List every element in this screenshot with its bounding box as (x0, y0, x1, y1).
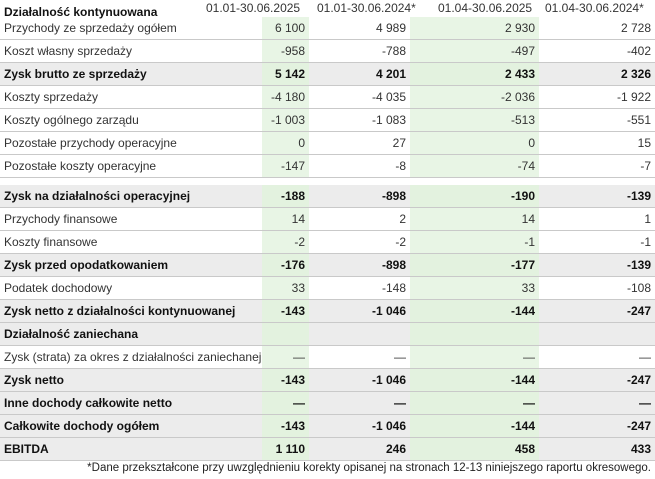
table-row (0, 17, 655, 40)
cell-value (262, 323, 309, 346)
cell-value: 2 728 (539, 17, 655, 40)
financial-table (0, 17, 655, 461)
cell-value: -7 (539, 155, 655, 178)
cell-value: -1 003 (262, 109, 309, 132)
cell-value: — (262, 392, 309, 415)
cell-value: -144 (410, 415, 539, 438)
row-label: Przychody ze sprzedaży ogółem (0, 17, 262, 40)
table-row (0, 323, 655, 346)
table-row (0, 438, 655, 461)
cell-value: 14 (262, 208, 309, 231)
cell-value: 2 930 (410, 17, 539, 40)
cell-value: 2 (309, 208, 410, 231)
table-row (0, 185, 655, 208)
cell-value: -139 (539, 185, 655, 208)
cell-value: 1 (539, 208, 655, 231)
cell-value: 33 (262, 277, 309, 300)
cell-value: 33 (410, 277, 539, 300)
cell-value: -1 (410, 231, 539, 254)
cell-value: -188 (262, 185, 309, 208)
column-header-q2-2025: 01.04-30.06.2025 (438, 1, 533, 15)
cell-value (309, 323, 410, 346)
spacer-cell (410, 178, 539, 186)
cell-value: -788 (309, 40, 410, 63)
cell-value: -4 035 (309, 86, 410, 109)
table-row (0, 277, 655, 300)
cell-value: -958 (262, 40, 309, 63)
table-row (0, 346, 655, 369)
row-label: Koszt własny sprzedaży (0, 40, 262, 63)
cell-value: — (309, 392, 410, 415)
cell-value: -497 (410, 40, 539, 63)
cell-value: -148 (309, 277, 410, 300)
cell-value: -898 (309, 254, 410, 277)
cell-value: 4 989 (309, 17, 410, 40)
cell-value: -4 180 (262, 86, 309, 109)
row-label: Inne dochody całkowite netto (0, 392, 262, 415)
table-row (0, 415, 655, 438)
cell-value: -176 (262, 254, 309, 277)
cell-value: — (539, 346, 655, 369)
cell-value: -402 (539, 40, 655, 63)
table-row (0, 392, 655, 415)
cell-value: 15 (539, 132, 655, 155)
column-header-q2-2024: 01.04-30.06.2024* (545, 1, 644, 15)
cell-value: -190 (410, 185, 539, 208)
cell-value: -139 (539, 254, 655, 277)
cell-value: 0 (410, 132, 539, 155)
table-row (0, 63, 655, 86)
cell-value: 458 (410, 438, 539, 461)
cell-value: -143 (262, 300, 309, 323)
cell-value: -898 (309, 185, 410, 208)
cell-value: -8 (309, 155, 410, 178)
section-title: Działalność kontynuowana (4, 5, 158, 19)
spacer-cell (539, 178, 655, 186)
column-header-h1-2024: 01.01-30.06.2024* (317, 1, 416, 15)
cell-value: -1 (539, 231, 655, 254)
cell-value: 6 100 (262, 17, 309, 40)
cell-value: -147 (262, 155, 309, 178)
cell-value: -2 036 (410, 86, 539, 109)
table-row (0, 40, 655, 63)
row-label: Koszty sprzedaży (0, 86, 262, 109)
row-label: Działalność zaniechana (0, 323, 262, 346)
row-label: Koszty ogólnego zarządu (0, 109, 262, 132)
cell-value: -108 (539, 277, 655, 300)
cell-value: 2 433 (410, 63, 539, 86)
cell-value (539, 323, 655, 346)
cell-value: — (309, 346, 410, 369)
table-row (0, 208, 655, 231)
row-label: EBITDA (0, 438, 262, 461)
cell-value: 1 110 (262, 438, 309, 461)
cell-value: -247 (539, 369, 655, 392)
cell-value: 246 (309, 438, 410, 461)
cell-value (410, 323, 539, 346)
cell-value: -143 (262, 369, 309, 392)
cell-value: 27 (309, 132, 410, 155)
cell-value: — (410, 346, 539, 369)
cell-value: 0 (262, 132, 309, 155)
row-label: Pozostałe przychody operacyjne (0, 132, 262, 155)
cell-value: 433 (539, 438, 655, 461)
cell-value: — (262, 346, 309, 369)
table-row (0, 231, 655, 254)
table-row (0, 300, 655, 323)
row-label: Całkowite dochody ogółem (0, 415, 262, 438)
cell-value: -2 (309, 231, 410, 254)
cell-value: -1 046 (309, 415, 410, 438)
cell-value: -74 (410, 155, 539, 178)
cell-value: 2 326 (539, 63, 655, 86)
cell-value: -144 (410, 369, 539, 392)
cell-value: -1 083 (309, 109, 410, 132)
spacer-cell (0, 178, 262, 186)
row-label: Zysk na działalności operacyjnej (0, 185, 262, 208)
table-row (0, 132, 655, 155)
cell-value: 14 (410, 208, 539, 231)
spacer-cell (262, 178, 309, 186)
cell-value: -177 (410, 254, 539, 277)
row-label: Podatek dochodowy (0, 277, 262, 300)
cell-value: — (539, 392, 655, 415)
table-header (0, 0, 655, 18)
cell-value: -1 046 (309, 369, 410, 392)
table-row (0, 369, 655, 392)
cell-value: -1 922 (539, 86, 655, 109)
row-label: Koszty finansowe (0, 231, 262, 254)
row-label: Pozostałe koszty operacyjne (0, 155, 262, 178)
table-row (0, 109, 655, 132)
row-label: Zysk przed opodatkowaniem (0, 254, 262, 277)
row-label: Zysk netto z działalności kontynuowanej (0, 300, 262, 323)
cell-value: -551 (539, 109, 655, 132)
cell-value: — (410, 392, 539, 415)
cell-value: -144 (410, 300, 539, 323)
table-row (0, 254, 655, 277)
table-row (0, 86, 655, 109)
row-spacer (0, 178, 655, 186)
table-row (0, 155, 655, 178)
cell-value: 4 201 (309, 63, 410, 86)
row-label: Przychody finansowe (0, 208, 262, 231)
cell-value: -247 (539, 300, 655, 323)
cell-value: -1 046 (309, 300, 410, 323)
footnote: *Dane przekształcone przy uwzględnieniu korekty opisanej na stronach 12-13 niniejszego raportu okresowego. (87, 462, 651, 474)
row-label: Zysk brutto ze sprzedaży (0, 63, 262, 86)
row-label: Zysk (strata) za okres z działalności zaniechanej (0, 346, 262, 369)
cell-value: -2 (262, 231, 309, 254)
spacer-cell (309, 178, 410, 186)
column-header-h1-2025: 01.01-30.06.2025 (206, 1, 301, 15)
cell-value: -513 (410, 109, 539, 132)
cell-value: -247 (539, 415, 655, 438)
cell-value: 5 142 (262, 63, 309, 86)
row-label: Zysk netto (0, 369, 262, 392)
cell-value: -143 (262, 415, 309, 438)
